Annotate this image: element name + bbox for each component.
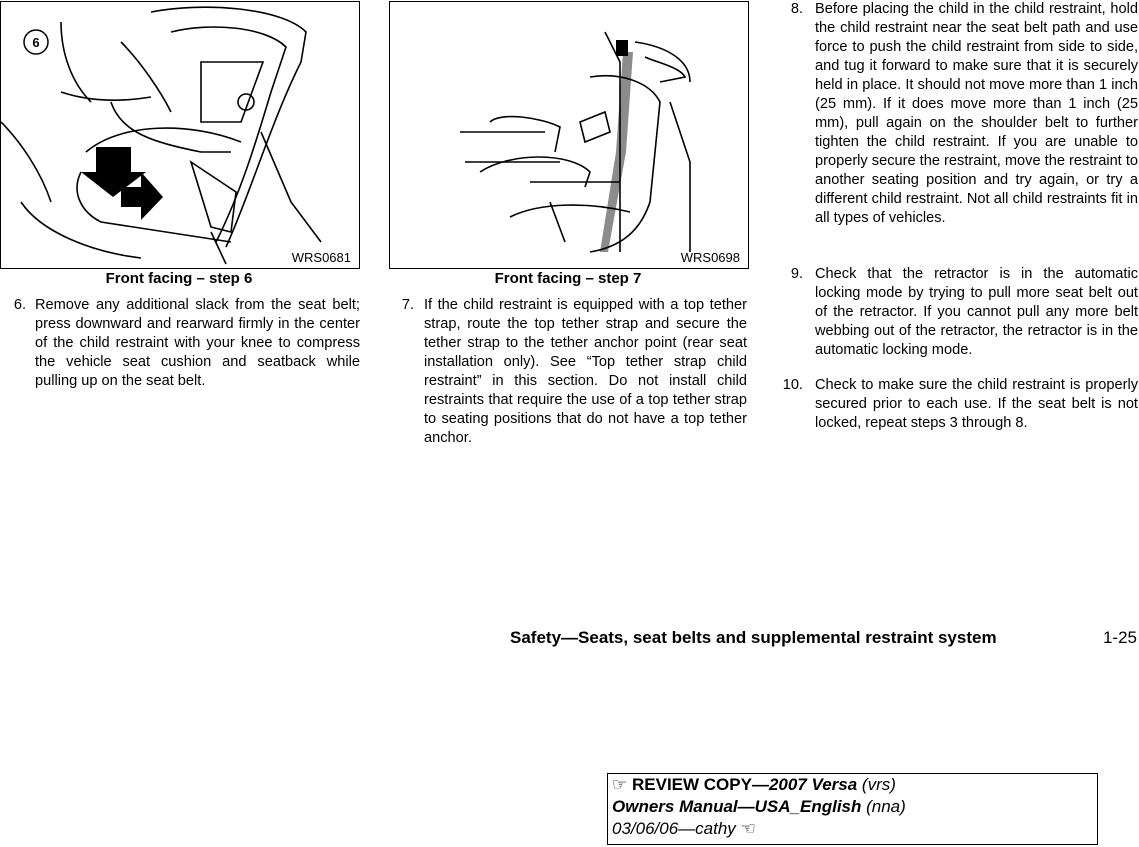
figure-step-7 — [389, 1, 749, 269]
figure-caption: Front facing – step 7 — [494, 270, 642, 287]
step-text: If the child restraint is equipped with a top tether strap, route the top tether strap and secure the tether strap to the tether anchor point (rear seat installation only). See “Top tether strap child restraint” in this section. Do not install child restraints that require the use of a top tether strap to seating positions that do not have a top tether anchor. — [424, 297, 747, 446]
step-10 — [779, 376, 1138, 456]
step-7 — [389, 296, 747, 491]
figure-caption: Front facing – step 6 — [105, 270, 253, 287]
step-text: Remove any additional slack from the seat belt; press downward and rearward firmly in the center of the child restraint with your knee to compress the vehicle seat cushion and seatback while pulling up on the seat belt. — [35, 297, 360, 389]
step-text: Check to make sure the child restraint is properly secured prior to each use. If the seat belt is not locked, repeat steps 3 through 8. — [815, 377, 1138, 431]
page-number: 1-25 — [1102, 628, 1137, 647]
step-number: 7. — [401, 297, 414, 313]
step-badge: 6 — [32, 35, 40, 50]
step-8 — [779, 0, 1138, 255]
step-number: 10. — [782, 377, 803, 393]
review-line-1: ☞ REVIEW COPY—2007 Versa (vrs) — [612, 775, 896, 794]
top-tether-strap-illustration — [390, 2, 748, 268]
step-9 — [779, 265, 1138, 358]
step-text: Before placing the child in the child restraint, hold the child restraint near the seat belt path and use force to push the child restraint from side to side, and tug it forward to make sure that it is securely held in place. It should not move more than 1 inch (25 mm). If it does move more than 1 inch (25 mm), pull again on the shoulder belt to further tighten the child restraint. If you are unable to properly secure the restraint, move the restraint to another seating position and try again, or try a different child restraint. Not all child restraints fit in all types of vehicles. — [815, 1, 1138, 226]
step-6 — [0, 296, 360, 389]
review-line-3: 03/06/06—cathy ☜ — [612, 819, 756, 838]
section-title: Safety—Seats, seat belts and supplemental restraint system — [510, 628, 997, 647]
step-text: Check that the retractor is in the automatic locking mode by trying to pull more seat belt out of the retractor. If you cannot pull any more belt webbing out of the retractor, the retractor is in the automatic locking mode. — [815, 266, 1138, 358]
review-copy-box — [607, 773, 1098, 845]
step-number: 9. — [790, 266, 803, 282]
figure-step-6 — [0, 1, 360, 269]
figure-code: WRS0681 — [291, 250, 351, 265]
step-number: 8. — [790, 1, 803, 17]
child-seat-knee-press-illustration — [1, 2, 359, 268]
figure-code: WRS0698 — [680, 250, 740, 265]
step-number: 6. — [13, 297, 26, 313]
pointing-hand-icon: ☞ — [612, 775, 628, 794]
pointing-hand-icon: ☜ — [740, 819, 756, 838]
review-line-2: Owners Manual—USA_English (nna) — [612, 797, 906, 816]
